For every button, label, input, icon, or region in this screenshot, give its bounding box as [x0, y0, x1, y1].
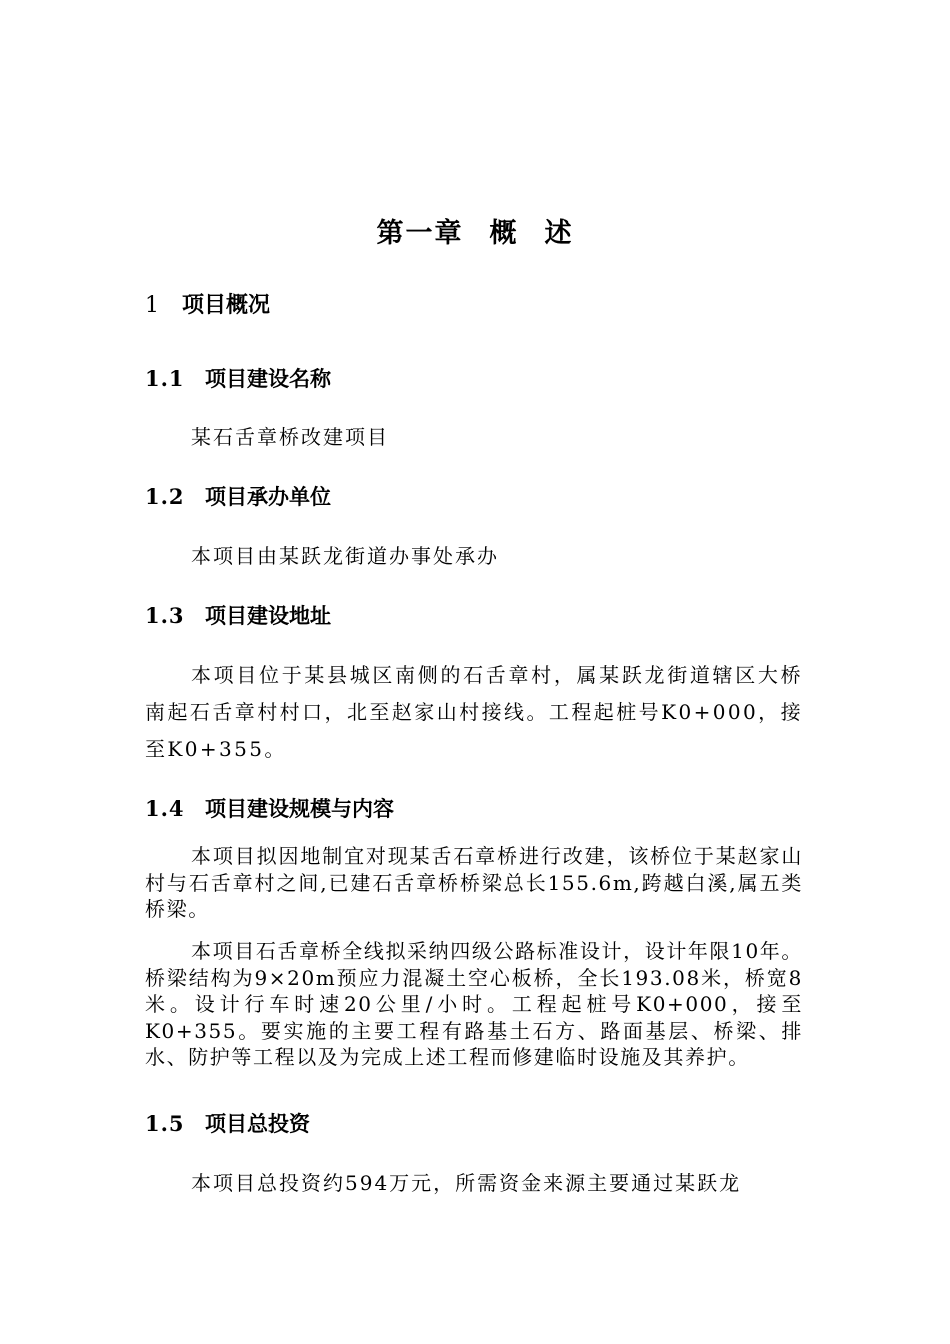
chapter-title-char-2: 述	[544, 218, 574, 249]
subsection-number: 1.3	[145, 603, 185, 628]
subsection-number: 1.2	[145, 484, 185, 509]
subsection-title: 项目承办单位	[205, 485, 331, 509]
subsection-title: 项目总投资	[205, 1112, 310, 1136]
subsection-heading-1-3	[145, 601, 331, 631]
subsection-heading-1-5	[145, 1109, 310, 1139]
subsection-title: 项目建设名称	[205, 367, 331, 391]
subsection-heading-1-4	[145, 794, 394, 824]
section-number: 1	[145, 293, 159, 318]
section-heading-1	[145, 290, 270, 322]
paragraph-scale-content-1: 本项目拟因地制宜对现某舌石章桥进行改建，该桥位于某赵家山村与石舌章村之间,已建石舌章桥桥梁总长155.6m,跨越白溪,属五类桥梁。	[145, 844, 803, 921]
section-title: 项目概况	[182, 293, 271, 318]
paragraph-total-investment: 本项目总投资约594万元，所需资金来源主要通过某跃龙	[191, 1171, 742, 1195]
subsection-heading-1-2	[145, 482, 331, 512]
chapter-prefix: 第一章	[376, 218, 464, 249]
subsection-title: 项目建设规模与内容	[205, 797, 394, 821]
paragraph-scale-content-2: 本项目石舌章桥全线拟采纳四级公路标准设计，设计年限10年。桥梁结构为9×20m预应力混凝土空心板桥，全长193.08米，桥宽8米。设计行车时速20公里/小时。工程起桩号K0+000，接至K0+355。要实施的主要工程有路基土石方、路面基层、桥梁、排水、防护等工程以及为完成上述工程而修建临时设施及其养护。	[145, 939, 803, 1069]
paragraph-project-organizer: 本项目由某跃龙街道办事处承办	[191, 544, 499, 568]
paragraph-project-location: 本项目位于某县城区南侧的石舌章村，属某跃龙街道辖区大桥南起石舌章村村口，北至赵家山村接线。工程起桩号K0+000，接至K0+355。	[145, 663, 803, 761]
chapter-title-char-1: 概	[489, 218, 519, 249]
subsection-heading-1-1	[145, 364, 331, 394]
chapter-title	[0, 214, 950, 254]
subsection-number: 1.1	[145, 366, 185, 391]
subsection-title: 项目建设地址	[205, 604, 331, 628]
paragraph-project-name: 某石舌章桥改建项目	[191, 425, 389, 449]
subsection-number: 1.4	[145, 796, 185, 821]
subsection-number: 1.5	[145, 1111, 185, 1136]
